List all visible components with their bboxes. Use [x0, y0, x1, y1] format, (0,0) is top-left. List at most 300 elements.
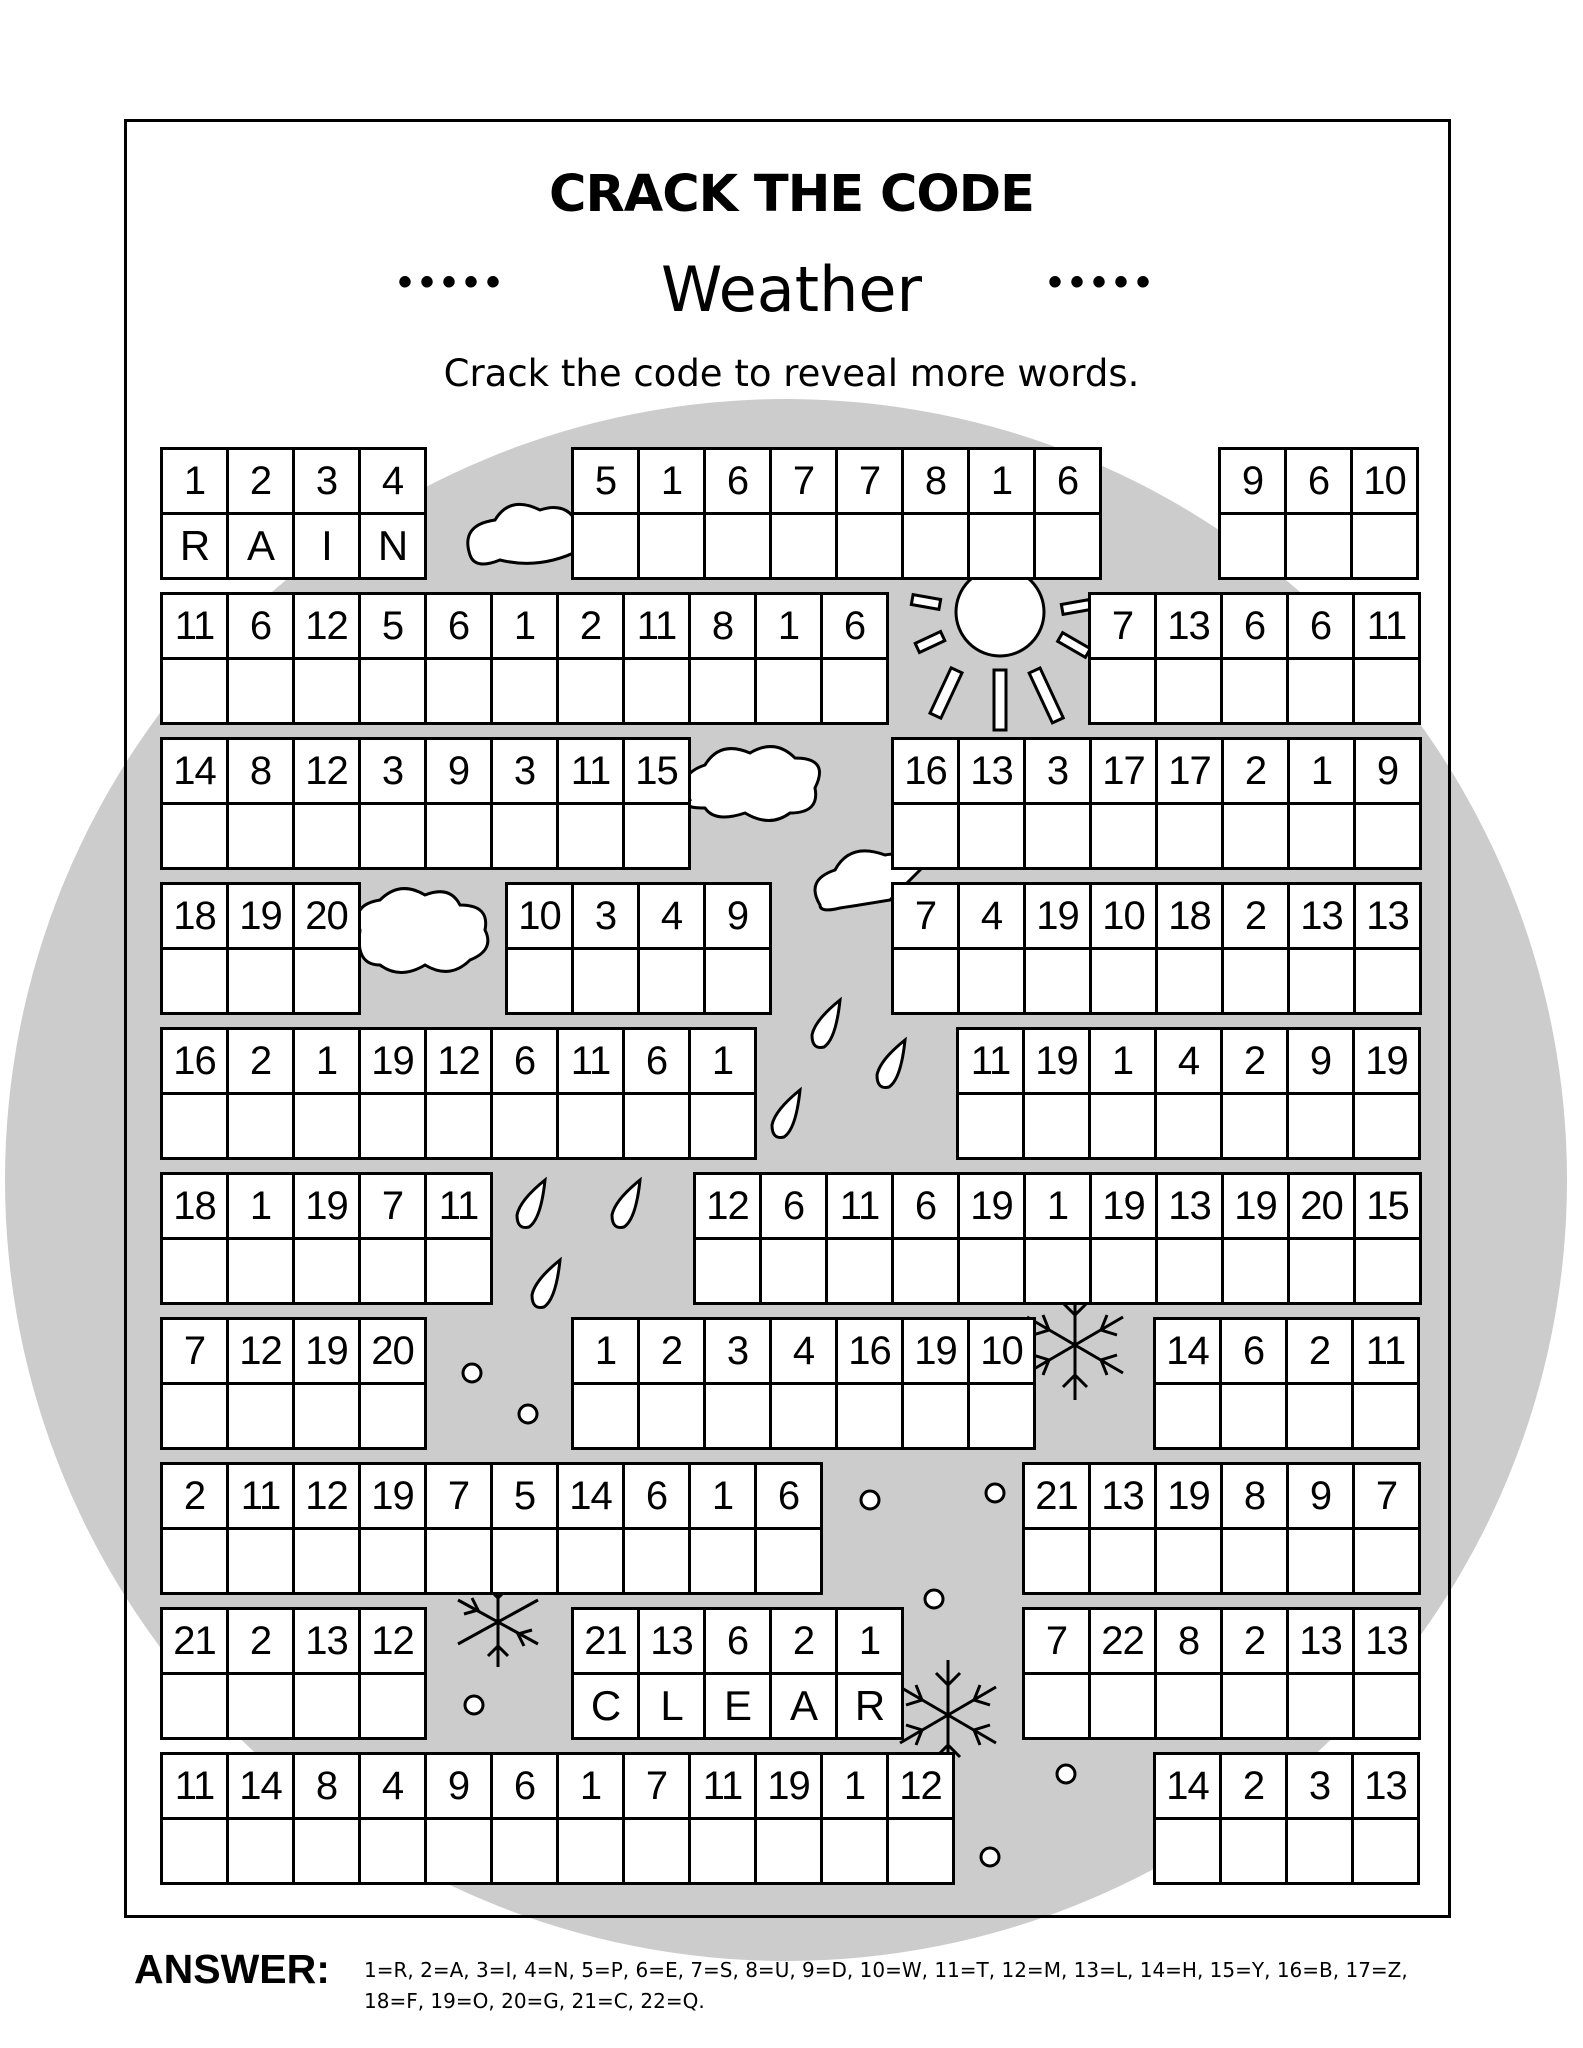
- answer-letter-cell[interactable]: [640, 950, 706, 1015]
- code-number-cell: 8: [691, 595, 757, 660]
- word-puzzle-22: [1022, 1607, 1421, 1740]
- code-number-cell: 6: [493, 1030, 559, 1095]
- answer-letter-cell[interactable]: N: [361, 515, 427, 580]
- answer-letter-cell[interactable]: [1289, 1675, 1355, 1740]
- answer-letter-cell[interactable]: [229, 1240, 295, 1305]
- code-number-cell: 13: [1290, 885, 1356, 950]
- answer-letter-cell[interactable]: [894, 950, 960, 1015]
- answer-letter-cell[interactable]: [1091, 1095, 1157, 1160]
- answer-letter-cell[interactable]: [691, 1530, 757, 1595]
- code-number-cell: 8: [904, 450, 970, 515]
- code-number-cell: 2: [1223, 1030, 1289, 1095]
- answer-letter-cell[interactable]: [894, 805, 960, 870]
- code-number-cell: 12: [427, 1030, 493, 1095]
- code-number-cell: 13: [1355, 1610, 1421, 1675]
- code-number-cell: 11: [163, 1755, 229, 1820]
- code-number-cell: 7: [361, 1175, 427, 1240]
- answer-letter-cell[interactable]: [640, 1385, 706, 1450]
- code-number-cell: 6: [894, 1175, 960, 1240]
- answer-letter-cell[interactable]: [889, 1820, 955, 1885]
- answer-letter-cell[interactable]: [1289, 1095, 1355, 1160]
- answer-letter-cell[interactable]: [1354, 1385, 1420, 1450]
- code-number-cell: 21: [1025, 1465, 1091, 1530]
- code-number-cell: 9: [427, 1755, 493, 1820]
- answer-letter-cell[interactable]: [295, 660, 361, 725]
- code-number-cell: 11: [427, 1175, 493, 1240]
- answer-letter-cell[interactable]: [163, 1675, 229, 1740]
- code-number-cell: 4: [361, 1755, 427, 1820]
- word-puzzle-11: [160, 1027, 757, 1160]
- answer-letter-cell[interactable]: [625, 1095, 691, 1160]
- answer-letter-cell[interactable]: [1356, 1240, 1422, 1305]
- answer-letter-cell[interactable]: [163, 660, 229, 725]
- answer-letter-cell[interactable]: L: [640, 1675, 706, 1740]
- answer-letter-cell[interactable]: [1158, 950, 1224, 1015]
- answer-letter-cell[interactable]: [1157, 1675, 1223, 1740]
- answer-letter-cell[interactable]: [838, 515, 904, 580]
- word-puzzle-19: [1022, 1462, 1421, 1595]
- answer-letter-cell[interactable]: [823, 660, 889, 725]
- answer-letter-cell[interactable]: [757, 1530, 823, 1595]
- answer-letter-cell[interactable]: [574, 515, 640, 580]
- answer-letter-cell[interactable]: [1091, 1530, 1157, 1595]
- answer-letter-cell[interactable]: [1355, 1095, 1421, 1160]
- answer-letter-cell[interactable]: [361, 1385, 427, 1450]
- answer-letter-cell[interactable]: [361, 805, 427, 870]
- code-number-cell: 4: [960, 885, 1026, 950]
- word-puzzle-14: [693, 1172, 1422, 1305]
- answer-letter-cell[interactable]: [493, 1530, 559, 1595]
- code-number-cell: 5: [574, 450, 640, 515]
- answer-letter-cell[interactable]: R: [838, 1675, 904, 1740]
- code-number-cell: 13: [960, 740, 1026, 805]
- code-number-cell: 14: [229, 1755, 295, 1820]
- code-number-cell: 1: [1026, 1175, 1092, 1240]
- answer-letter-cell[interactable]: [295, 805, 361, 870]
- answer-letter-cell[interactable]: [828, 1240, 894, 1305]
- code-number-cell: 3: [1026, 740, 1092, 805]
- answer-letter-cell[interactable]: [229, 950, 295, 1015]
- answer-letter-cell[interactable]: [1223, 1530, 1289, 1595]
- code-number-cell: 15: [625, 740, 691, 805]
- code-number-cell: 6: [229, 595, 295, 660]
- code-number-cell: 6: [1287, 450, 1353, 515]
- code-number-cell: 6: [1223, 595, 1289, 660]
- answer-letter-cell[interactable]: [229, 1095, 295, 1160]
- code-number-cell: 22: [1091, 1610, 1157, 1675]
- word-puzzle-5: [1088, 592, 1421, 725]
- answer-letter-cell[interactable]: [1036, 515, 1102, 580]
- answer-letter-cell[interactable]: [1091, 660, 1157, 725]
- answer-letter-cell[interactable]: [904, 1385, 970, 1450]
- answer-letter-cell[interactable]: [959, 1095, 1025, 1160]
- answer-letter-cell[interactable]: [361, 1530, 427, 1595]
- answer-letter-cell[interactable]: [625, 1530, 691, 1595]
- answer-letter-cell[interactable]: C: [574, 1675, 640, 1740]
- answer-letter-cell[interactable]: [1025, 1675, 1091, 1740]
- answer-letter-cell[interactable]: [762, 1240, 828, 1305]
- answer-letter-cell[interactable]: [1223, 660, 1289, 725]
- code-number-cell: 10: [508, 885, 574, 950]
- code-number-cell: 2: [1224, 740, 1290, 805]
- code-number-cell: 19: [361, 1030, 427, 1095]
- answer-letter-cell[interactable]: [823, 1820, 889, 1885]
- code-number-cell: 3: [574, 885, 640, 950]
- answer-letter-cell[interactable]: [1224, 1240, 1290, 1305]
- code-number-cell: 2: [1288, 1320, 1354, 1385]
- answer-letter-cell[interactable]: [904, 515, 970, 580]
- code-number-cell: 19: [295, 1175, 361, 1240]
- answer-letter-cell[interactable]: [894, 1240, 960, 1305]
- code-number-cell: 7: [427, 1465, 493, 1530]
- answer-letter-cell[interactable]: [1288, 1385, 1354, 1450]
- word-puzzle-24: [1153, 1752, 1420, 1885]
- answer-letter-cell[interactable]: [1092, 950, 1158, 1015]
- answer-letter-cell[interactable]: A: [229, 515, 295, 580]
- code-number-cell: 1: [295, 1030, 361, 1095]
- answer-letter-cell[interactable]: [1026, 950, 1092, 1015]
- answer-letter-cell[interactable]: [163, 805, 229, 870]
- answer-letter-cell[interactable]: [970, 515, 1036, 580]
- answer-letter-cell[interactable]: [229, 805, 295, 870]
- code-number-cell: 20: [1290, 1175, 1356, 1240]
- answer-letter-cell[interactable]: [559, 1095, 625, 1160]
- code-number-cell: 5: [361, 595, 427, 660]
- code-number-cell: 4: [640, 885, 706, 950]
- puzzle-subtitle: Weather: [660, 253, 923, 326]
- answer-label: ANSWER:: [134, 1946, 330, 1992]
- answer-letter-cell[interactable]: E: [706, 1675, 772, 1740]
- answer-letter-cell[interactable]: [1026, 805, 1092, 870]
- answer-letter-cell[interactable]: [691, 1095, 757, 1160]
- answer-letter-cell[interactable]: [772, 515, 838, 580]
- answer-letter-cell[interactable]: [559, 805, 625, 870]
- answer-letter-cell[interactable]: A: [772, 1675, 838, 1740]
- code-number-cell: 9: [1289, 1465, 1355, 1530]
- answer-letter-cell[interactable]: R: [163, 515, 229, 580]
- page-title: CRACK THE CODE: [549, 165, 1034, 224]
- answer-letter-cell[interactable]: [295, 1530, 361, 1595]
- code-number-cell: 18: [1158, 885, 1224, 950]
- answer-letter-cell[interactable]: [706, 950, 772, 1015]
- answer-letter-cell[interactable]: [361, 1820, 427, 1885]
- answer-letter-cell[interactable]: [361, 1240, 427, 1305]
- answer-letter-cell[interactable]: [1222, 1820, 1288, 1885]
- code-number-cell: 19: [1157, 1465, 1223, 1530]
- code-number-cell: 7: [1091, 595, 1157, 660]
- code-number-cell: 13: [295, 1610, 361, 1675]
- answer-letter-cell[interactable]: [1157, 660, 1223, 725]
- answer-letter-cell[interactable]: [1221, 515, 1287, 580]
- answer-letter-cell[interactable]: [427, 1530, 493, 1595]
- answer-letter-cell[interactable]: [295, 1675, 361, 1740]
- code-number-cell: 8: [1223, 1465, 1289, 1530]
- code-number-cell: 6: [625, 1465, 691, 1530]
- code-number-cell: 19: [757, 1755, 823, 1820]
- code-number-cell: 20: [295, 885, 361, 950]
- word-puzzle-6: [160, 737, 691, 870]
- code-number-cell: 8: [295, 1755, 361, 1820]
- answer-letter-cell[interactable]: [1290, 1240, 1356, 1305]
- answer-letter-cell[interactable]: [361, 660, 427, 725]
- answer-letter-cell[interactable]: [229, 1675, 295, 1740]
- answer-letter-cell[interactable]: [1091, 1675, 1157, 1740]
- answer-letter-cell[interactable]: [1356, 950, 1422, 1015]
- answer-letter-cell[interactable]: [960, 950, 1026, 1015]
- answer-letter-cell[interactable]: [1290, 950, 1356, 1015]
- answer-letter-cell[interactable]: [559, 1530, 625, 1595]
- code-number-cell: 13: [1289, 1610, 1355, 1675]
- code-number-cell: 7: [838, 450, 904, 515]
- code-number-cell: 13: [1091, 1465, 1157, 1530]
- code-number-cell: 7: [894, 885, 960, 950]
- word-puzzle-15: [160, 1317, 427, 1450]
- code-number-cell: 1: [1091, 1030, 1157, 1095]
- code-number-cell: 20: [361, 1320, 427, 1385]
- answer-letter-cell[interactable]: [427, 1095, 493, 1160]
- code-number-cell: 19: [1355, 1030, 1421, 1095]
- code-number-cell: 2: [229, 1610, 295, 1675]
- code-number-cell: 2: [229, 1030, 295, 1095]
- code-number-cell: 3: [361, 740, 427, 805]
- answer-letter-cell[interactable]: [295, 950, 361, 1015]
- code-number-cell: 12: [696, 1175, 762, 1240]
- code-number-cell: 2: [640, 1320, 706, 1385]
- answer-letter-cell[interactable]: [1355, 1530, 1421, 1595]
- answer-letter-cell[interactable]: [361, 1095, 427, 1160]
- code-number-cell: 12: [229, 1320, 295, 1385]
- code-number-cell: 16: [894, 740, 960, 805]
- word-puzzle-9: [505, 882, 772, 1015]
- answer-letter-cell[interactable]: [1224, 950, 1290, 1015]
- answer-letter-cell[interactable]: [1355, 1675, 1421, 1740]
- answer-letter-cell[interactable]: [559, 660, 625, 725]
- answer-letter-cell[interactable]: [1092, 805, 1158, 870]
- answer-letter-cell[interactable]: [1156, 1385, 1222, 1450]
- answer-letter-cell[interactable]: [1025, 1095, 1091, 1160]
- answer-letter-cell[interactable]: [1157, 1095, 1223, 1160]
- answer-letter-cell[interactable]: [1355, 660, 1421, 725]
- answer-letter-cell[interactable]: [1157, 1530, 1223, 1595]
- answer-letter-cell[interactable]: [574, 1385, 640, 1450]
- answer-letter-cell[interactable]: [427, 1240, 493, 1305]
- answer-letter-cell[interactable]: [493, 660, 559, 725]
- code-number-cell: 13: [1354, 1755, 1420, 1820]
- answer-letter-cell[interactable]: [1222, 1385, 1288, 1450]
- code-number-cell: 1: [691, 1465, 757, 1530]
- code-number-cell: 1: [970, 450, 1036, 515]
- word-puzzle-10: [891, 882, 1422, 1015]
- code-number-cell: 16: [838, 1320, 904, 1385]
- code-number-cell: 11: [229, 1465, 295, 1530]
- code-number-cell: 6: [1222, 1320, 1288, 1385]
- code-number-cell: 17: [1158, 740, 1224, 805]
- code-number-cell: 19: [960, 1175, 1026, 1240]
- answer-letter-cell[interactable]: [1092, 1240, 1158, 1305]
- code-number-cell: 14: [163, 740, 229, 805]
- word-puzzle-13: [160, 1172, 493, 1305]
- code-number-cell: 6: [625, 1030, 691, 1095]
- answer-letter-cell[interactable]: [295, 1385, 361, 1450]
- code-number-cell: 18: [163, 885, 229, 950]
- code-number-cell: 21: [163, 1610, 229, 1675]
- answer-letter-cell[interactable]: [1356, 805, 1422, 870]
- answer-letter-cell[interactable]: [640, 515, 706, 580]
- answer-letter-cell[interactable]: [1025, 1530, 1091, 1595]
- code-number-cell: 3: [295, 450, 361, 515]
- code-number-cell: 11: [828, 1175, 894, 1240]
- answer-letter-cell[interactable]: [163, 1385, 229, 1450]
- code-number-cell: 5: [493, 1465, 559, 1530]
- answer-letter-cell[interactable]: [1288, 1820, 1354, 1885]
- answer-letter-cell[interactable]: [229, 1385, 295, 1450]
- code-number-cell: 6: [1289, 595, 1355, 660]
- word-puzzle-20: [160, 1607, 427, 1740]
- answer-letter-cell[interactable]: [1156, 1820, 1222, 1885]
- word-puzzle-16: [571, 1317, 1036, 1450]
- code-number-cell: 3: [706, 1320, 772, 1385]
- answer-letter-cell[interactable]: [1353, 515, 1419, 580]
- code-number-cell: 2: [163, 1465, 229, 1530]
- code-number-cell: 11: [959, 1030, 1025, 1095]
- code-number-cell: 4: [772, 1320, 838, 1385]
- answer-letter-cell[interactable]: [1289, 1530, 1355, 1595]
- code-number-cell: 6: [757, 1465, 823, 1530]
- answer-letter-cell[interactable]: [706, 1385, 772, 1450]
- answer-letter-cell[interactable]: [1223, 1095, 1289, 1160]
- code-number-cell: 12: [889, 1755, 955, 1820]
- code-number-cell: 9: [427, 740, 493, 805]
- code-number-cell: 9: [706, 885, 772, 950]
- answer-letter-cell[interactable]: [625, 1820, 691, 1885]
- code-number-cell: 7: [1355, 1465, 1421, 1530]
- answer-letter-cell[interactable]: [1026, 1240, 1092, 1305]
- code-number-cell: 2: [772, 1610, 838, 1675]
- decorative-dots-left: •••••: [398, 260, 509, 304]
- answer-letter-cell[interactable]: [295, 1820, 361, 1885]
- code-number-cell: 19: [1025, 1030, 1091, 1095]
- answer-letter-cell[interactable]: [691, 1820, 757, 1885]
- answer-letter-cell[interactable]: [163, 1095, 229, 1160]
- code-number-cell: 10: [1092, 885, 1158, 950]
- code-number-cell: 4: [361, 450, 427, 515]
- instruction-text: Crack the code to reveal more words.: [443, 352, 1140, 395]
- code-number-cell: 14: [1156, 1755, 1222, 1820]
- answer-letter-cell[interactable]: [838, 1385, 904, 1450]
- answer-letter-cell[interactable]: [163, 1530, 229, 1595]
- answer-letter-cell[interactable]: [229, 1820, 295, 1885]
- answer-letter-cell[interactable]: [696, 1240, 762, 1305]
- answer-letter-cell[interactable]: [229, 1530, 295, 1595]
- answer-letter-cell[interactable]: [625, 805, 691, 870]
- code-number-cell: 7: [163, 1320, 229, 1385]
- answer-letter-cell[interactable]: [493, 805, 559, 870]
- code-number-cell: 11: [1354, 1320, 1420, 1385]
- word-puzzle-17: [1153, 1317, 1420, 1450]
- code-number-cell: 1: [493, 595, 559, 660]
- code-number-cell: 1: [1290, 740, 1356, 805]
- code-number-cell: 3: [1288, 1755, 1354, 1820]
- answer-letter-cell[interactable]: [691, 660, 757, 725]
- answer-letter-cell[interactable]: [1354, 1820, 1420, 1885]
- answer-letter-cell[interactable]: [163, 950, 229, 1015]
- answer-letter-cell[interactable]: [493, 1095, 559, 1160]
- answer-letter-cell[interactable]: [1223, 1675, 1289, 1740]
- answer-letter-cell[interactable]: [361, 1675, 427, 1740]
- code-number-cell: 6: [762, 1175, 828, 1240]
- code-number-cell: 6: [706, 1610, 772, 1675]
- answer-letter-cell[interactable]: [970, 1385, 1036, 1450]
- code-number-cell: 14: [559, 1465, 625, 1530]
- code-number-cell: 19: [361, 1465, 427, 1530]
- answer-letter-cell[interactable]: [163, 1240, 229, 1305]
- answer-letter-cell[interactable]: [508, 950, 574, 1015]
- answer-letter-cell[interactable]: [757, 660, 823, 725]
- code-number-cell: 6: [1036, 450, 1102, 515]
- answer-letter-cell[interactable]: [1290, 805, 1356, 870]
- code-number-cell: 12: [295, 740, 361, 805]
- answer-letter-cell[interactable]: [1289, 660, 1355, 725]
- code-number-cell: 11: [691, 1755, 757, 1820]
- answer-letter-cell[interactable]: [706, 515, 772, 580]
- code-number-cell: 1: [691, 1030, 757, 1095]
- code-number-cell: 6: [706, 450, 772, 515]
- answer-letter-cell[interactable]: [757, 1820, 823, 1885]
- answer-letter-cell[interactable]: [1224, 805, 1290, 870]
- code-number-cell: 9: [1356, 740, 1422, 805]
- answer-letter-cell[interactable]: [427, 660, 493, 725]
- code-number-cell: 7: [1025, 1610, 1091, 1675]
- answer-letter-cell[interactable]: [625, 660, 691, 725]
- answer-letter-cell[interactable]: I: [295, 515, 361, 580]
- word-puzzle-12: [956, 1027, 1421, 1160]
- answer-letter-cell[interactable]: [427, 1820, 493, 1885]
- code-number-cell: 10: [970, 1320, 1036, 1385]
- word-puzzle-3: [1218, 447, 1419, 580]
- code-number-cell: 3: [493, 740, 559, 805]
- code-number-cell: 18: [163, 1175, 229, 1240]
- answer-letter-cell[interactable]: [1287, 515, 1353, 580]
- answer-letter-cell[interactable]: [163, 1820, 229, 1885]
- answer-letter-cell[interactable]: [229, 660, 295, 725]
- code-number-cell: 17: [1092, 740, 1158, 805]
- answer-letter-cell[interactable]: [559, 1820, 625, 1885]
- code-number-cell: 11: [163, 595, 229, 660]
- code-number-cell: 7: [772, 450, 838, 515]
- answer-letter-cell[interactable]: [772, 1385, 838, 1450]
- code-number-cell: 12: [295, 1465, 361, 1530]
- answer-letter-cell[interactable]: [295, 1095, 361, 1160]
- answer-letter-cell[interactable]: [427, 805, 493, 870]
- answer-letter-cell[interactable]: [1158, 805, 1224, 870]
- code-number-cell: 14: [1156, 1320, 1222, 1385]
- answer-letter-cell[interactable]: [1158, 1240, 1224, 1305]
- answer-letter-cell[interactable]: [574, 950, 640, 1015]
- code-number-cell: 13: [1356, 885, 1422, 950]
- code-number-cell: 10: [1353, 450, 1419, 515]
- code-number-cell: 19: [1224, 1175, 1290, 1240]
- answer-letter-cell[interactable]: [493, 1820, 559, 1885]
- code-number-cell: 12: [295, 595, 361, 660]
- code-number-cell: 2: [1222, 1755, 1288, 1820]
- code-number-cell: 16: [163, 1030, 229, 1095]
- answer-letter-cell[interactable]: [295, 1240, 361, 1305]
- code-number-cell: 8: [1157, 1610, 1223, 1675]
- answer-letter-cell[interactable]: [960, 805, 1026, 870]
- answer-letter-cell[interactable]: [960, 1240, 1026, 1305]
- code-number-cell: 1: [823, 1755, 889, 1820]
- word-puzzle-21: [571, 1607, 904, 1740]
